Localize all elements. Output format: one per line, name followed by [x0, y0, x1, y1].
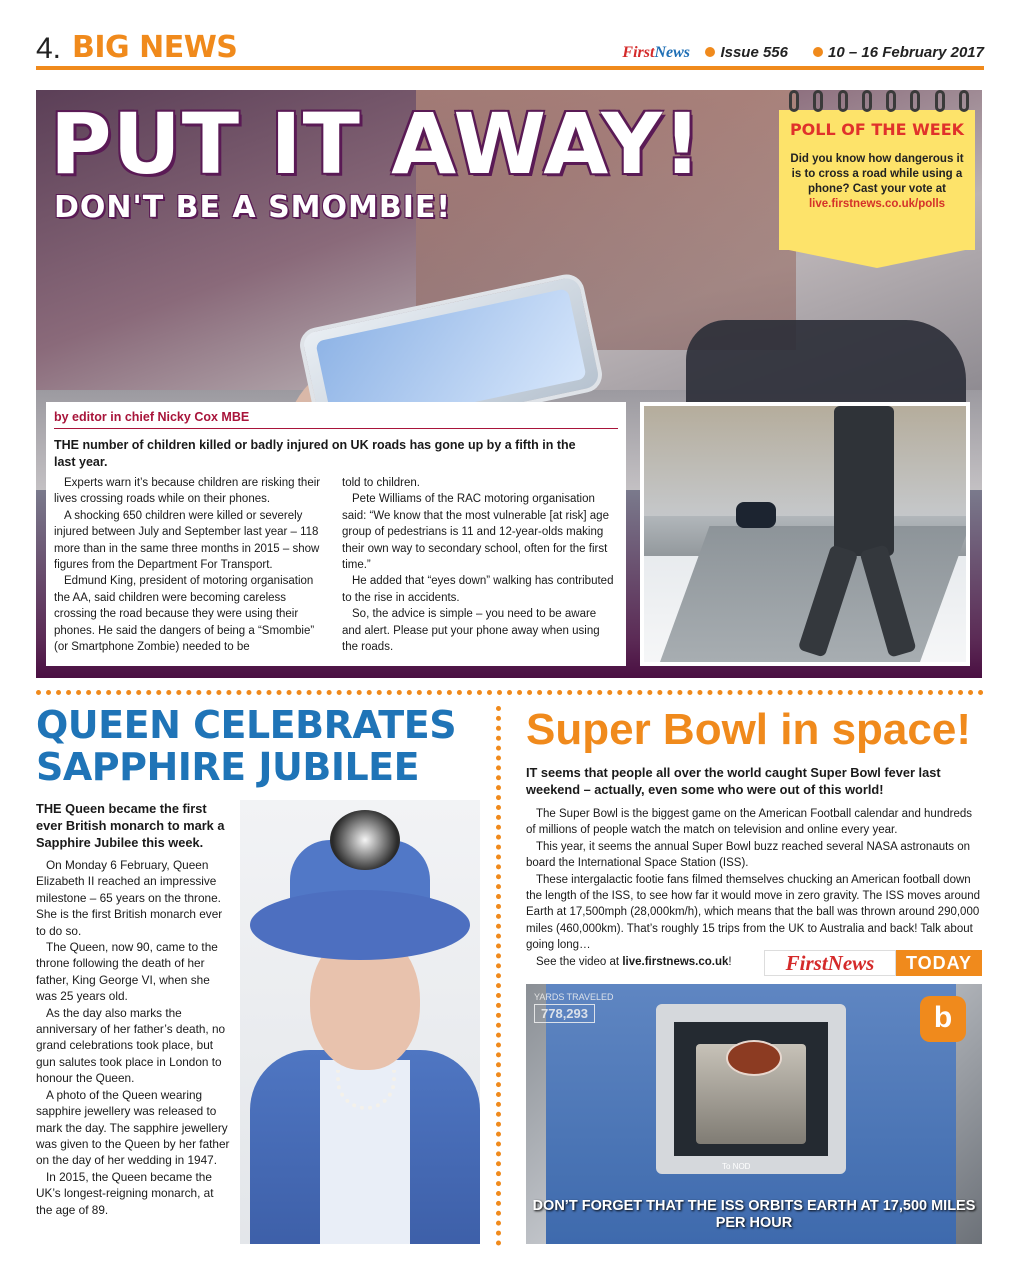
queen-lede: THE Queen became the first ever British monarch to mark a Sapphire Jubilee this week. [36, 801, 225, 850]
issue-number [705, 44, 788, 61]
paragraph: He added that “eyes down” walking has contributed to the rise in accidents. [342, 575, 614, 604]
poll-of-the-week [779, 90, 975, 268]
paragraph: A shocking 650 children were killed or severely injured between July and September last year – 118 more than in the same three months in 2015 – show figures from the Department For Transport. [54, 509, 320, 572]
iss-caption: DON’T FORGET THAT THE ISS ORBITS EARTH AT 17,500 MILES PER HOUR [532, 1198, 976, 1231]
paragraph: These intergalactic footie fans filmed themselves chucking an American football down the length of the ISS, to see how far it would move in zero gravity. The ISS moves around Earth at 17,500mph (28,000km/h), which means that the ball was thrown around 290,000 miles (460,000km). That’s roughly 15 trips from the UK to Australia and back! Talk about going long… [526, 873, 981, 952]
paragraph: told to children. [342, 477, 420, 489]
lead-columns [54, 475, 618, 655]
hud-label: YARDS TRAVELED [534, 992, 614, 1002]
paragraph: This year, it seems the annual Super Bowl buzz reached several NASA astronauts on board the International Space Station (ISS). [526, 840, 971, 870]
ring-icon [789, 90, 799, 112]
queen-headline-line1: QUEEN CELEBRATES [36, 703, 457, 747]
photo-fascinator [330, 810, 400, 870]
superbowl-headline: Super Bowl in space! [526, 705, 971, 754]
poll-title: POLL OF THE WEEK [789, 120, 965, 139]
lead-standfirst: THE number of children killed or badly injured on UK roads has gone up by a fifth in the last year. [54, 438, 576, 469]
paragraph: Experts warn it’s because children are risking their lives crossing roads while on their phones. [54, 477, 321, 506]
firstnews-today-badge [764, 950, 982, 976]
paragraph: Pete Williams of the RAC motoring organisation said: “We know that the most vulnerable [at risk] age group of pedestrians is 11 and 12-year-olds making their own way to secondary school, often for the first time.” [342, 493, 609, 572]
queen-photo [240, 800, 480, 1244]
paragraph: Edmund King, president of motoring organisation the AA, said children were becoming careless crossing the road because they were using their phones. He said the dangers of being a “Smombie” (or Smartphone Zombie) needed to be [54, 575, 315, 654]
queen-article [36, 800, 230, 1218]
pedestrian-photo [640, 402, 970, 666]
b-logo-icon: b [920, 996, 966, 1042]
page-header [36, 30, 984, 72]
iss-photo [526, 984, 982, 1244]
page-number: 4. [36, 32, 62, 65]
superbowl-standfirst: IT seems that people all over the world caught Super Bowl fever last weekend – actually, even some who were out of this world! [526, 765, 941, 797]
ring-icon [838, 90, 848, 112]
poll-card-point [779, 248, 975, 268]
lead-subheadline: DON'T BE A SMOMBIE! [54, 190, 452, 225]
paragraph: As the day also marks the anniversary of her father’s death, no grand celebrations took place, but gun salutes took place in London to honour the Queen. [36, 1005, 226, 1086]
photo-pedestrian [834, 406, 894, 556]
notepad-rings [789, 90, 969, 120]
lead-column-2 [342, 475, 618, 655]
ring-icon [862, 90, 872, 112]
bullet-dot-icon [813, 47, 823, 57]
brand-logo [622, 44, 690, 62]
section-title: BIG NEWS [72, 30, 238, 65]
paragraph: The Super Bowl is the biggest game on the American Football calendar and hundreds of millions of people watch the match on television and online every year. [526, 808, 972, 837]
issue-date [813, 44, 984, 61]
lead-headline: PUT IT AWAY! [50, 95, 703, 193]
ring-icon [959, 90, 969, 112]
dotted-divider-horizontal [36, 690, 984, 695]
video-suffix: ! [728, 955, 732, 968]
iss-hud [534, 992, 654, 1023]
lead-column-1 [54, 475, 330, 655]
photo-car [736, 502, 776, 528]
video-prefix: See the video at [536, 955, 623, 968]
video-link[interactable]: live.firstnews.co.uk [622, 955, 729, 968]
photo-hat-brim [250, 890, 470, 960]
poll-link[interactable]: live.firstnews.co.uk/polls [808, 198, 946, 210]
paragraph: A photo of the Queen wearing sapphire jewellery was released to mark the day. The sapphire jewellery was given to the Queen by her father on the day of her wedding in 1947. [36, 1087, 230, 1168]
header-rule [36, 66, 984, 70]
paragraph: On Monday 6 February, Queen Elizabeth II reached an impressive milestone – 65 years on the throne. She is the first British monarch ever to do so. [36, 858, 223, 938]
byline: by editor in chief Nicky Cox MBE [54, 410, 618, 429]
dotted-divider-vertical [496, 706, 501, 1246]
poll-text [787, 152, 967, 212]
fn-today-label: TODAY [896, 950, 982, 976]
bullet-dot-icon [705, 47, 715, 57]
issue-number-text: Issue 556 [720, 44, 788, 61]
queen-headline-line2: SAPPHIRE JUBILEE [36, 745, 420, 789]
issue-date-text: 10 – 16 February 2017 [828, 44, 984, 61]
paragraph: So, the advice is simple – you need to be aware and alert. Please put your phone away when using the roads. [342, 608, 600, 654]
iss-sign: To NOD [722, 1162, 751, 1171]
paragraph: In 2015, the Queen became the UK’s longest-reigning monarch, at the age of 89. [36, 1169, 214, 1217]
ring-icon [935, 90, 945, 112]
brand-logo-first: First [622, 44, 655, 61]
ring-icon [886, 90, 896, 112]
football-icon [726, 1040, 782, 1076]
ring-icon [813, 90, 823, 112]
ring-icon [910, 90, 920, 112]
superbowl-article [526, 806, 982, 970]
poll-question: Did you know how dangerous it is to cross a road while using a phone? Cast your vote at [790, 153, 964, 195]
paragraph: The Queen, now 90, came to the throne following the death of her father, King George VI, when she was 25 years old. [36, 940, 218, 1004]
fn-today-brand: FirstNews [764, 950, 896, 976]
photo-trees [644, 406, 970, 516]
hud-value: 778,293 [534, 1004, 595, 1023]
queen-headline [36, 704, 486, 788]
brand-logo-news: News [654, 44, 690, 61]
video-line [526, 954, 766, 970]
lead-article [46, 402, 626, 666]
